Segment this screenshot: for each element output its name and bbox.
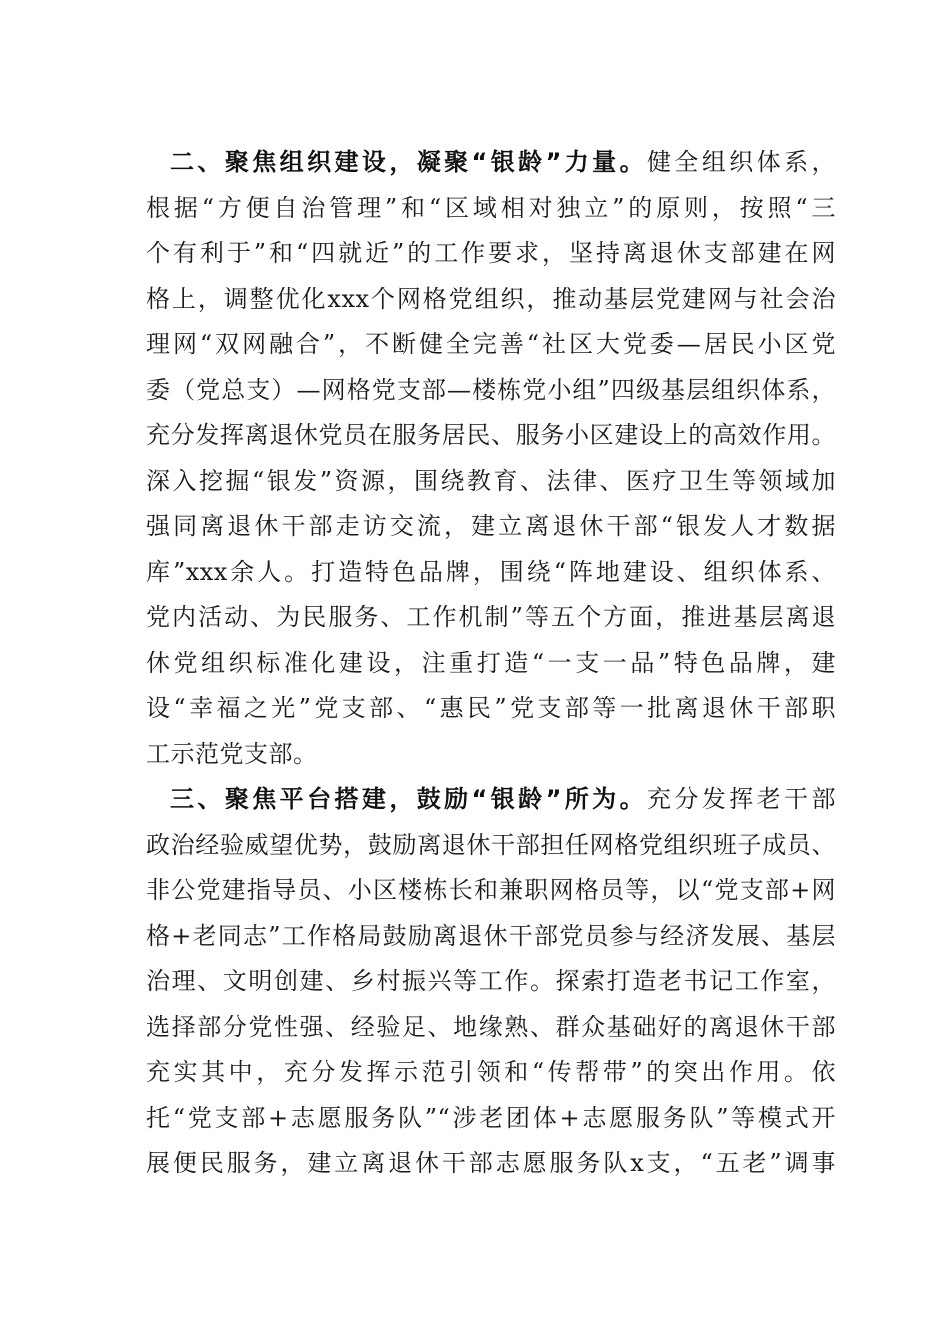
section2-line-6: 委（党总支）—网格党支部—楼栋党小组”四级基层组织体系， <box>146 376 836 404</box>
section2-line-13: 设“幸福之光”党支部、“惠民”党支部等一批离退休干部职 <box>146 694 836 722</box>
section3-line-2: 政治经验威望优势，鼓励离退休干部担任网格党组织班子成员、 <box>146 831 836 859</box>
section2-text: 健全组织体系， <box>647 148 837 176</box>
section3-line-9: 展便民服务，建立离退休干部志愿服务队x支，“五老”调事 <box>146 1149 836 1177</box>
section3-line-6: 选择部分党性强、经验足、地缘熟、群众基础好的离退休干部 <box>146 1013 836 1041</box>
section3-line-7: 充实其中，充分发挥示范引领和“传帮带”的突出作用。依 <box>146 1058 836 1086</box>
section2-line-3: 个有利于”和“四就近”的工作要求，坚持离退休支部建在网 <box>146 239 836 267</box>
section3-text: 充分发挥老干部 <box>647 785 837 813</box>
section2-line-12: 休党组织标准化建设，注重打造“一支一品”特色品牌，建 <box>146 649 836 677</box>
section3-line-8: 托“党支部+志愿服务队”“涉老团体+志愿服务队”等模式开 <box>146 1104 836 1132</box>
section3-line-4: 格+老同志”工作格局鼓励离退休干部党员参与经济发展、基层 <box>146 922 836 950</box>
section3-line-3: 非公党建指导员、小区楼栋长和兼职网格员等，以“党支部+网 <box>146 876 836 904</box>
section2-line-11: 党内活动、为民服务、工作机制”等五个方面，推进基层离退 <box>146 603 836 631</box>
section2-line-7: 充分发挥离退休党员在服务居民、服务小区建设上的高效作用。 <box>146 421 836 449</box>
section2-line-1 <box>170 139 836 185</box>
section2-line-8: 深入挖掘“银发”资源，围绕教育、法律、医疗卫生等领域加 <box>146 467 836 495</box>
section3-heading: 三、聚焦平台搭建，鼓励“银龄”所为。 <box>170 785 648 813</box>
section2-line-5: 理网“双网融合”，不断健全完善“社区大党委—居民小区党 <box>146 330 836 358</box>
section2-line-10: 库”xxx余人。打造特色品牌，围绕“阵地建设、组织体系、 <box>146 558 836 586</box>
section2-line-4: 格上，调整优化xxx个网格党组织，推动基层党建网与社会治 <box>146 285 836 313</box>
section2-line-14: 工示范党支部。 <box>146 740 318 768</box>
section2-line-2: 根据“方便自治管理”和“区域相对独立”的原则，按照“三 <box>146 194 836 222</box>
section3-line-1 <box>170 776 836 822</box>
section2-line-9: 强同离退休干部走访交流，建立离退休干部“银发人才数据 <box>146 512 836 540</box>
section3-line-5: 治理、文明创建、乡村振兴等工作。探索打造老书记工作室， <box>146 967 836 995</box>
section2-heading: 二、聚焦组织建设，凝聚“银龄”力量。 <box>170 148 648 176</box>
